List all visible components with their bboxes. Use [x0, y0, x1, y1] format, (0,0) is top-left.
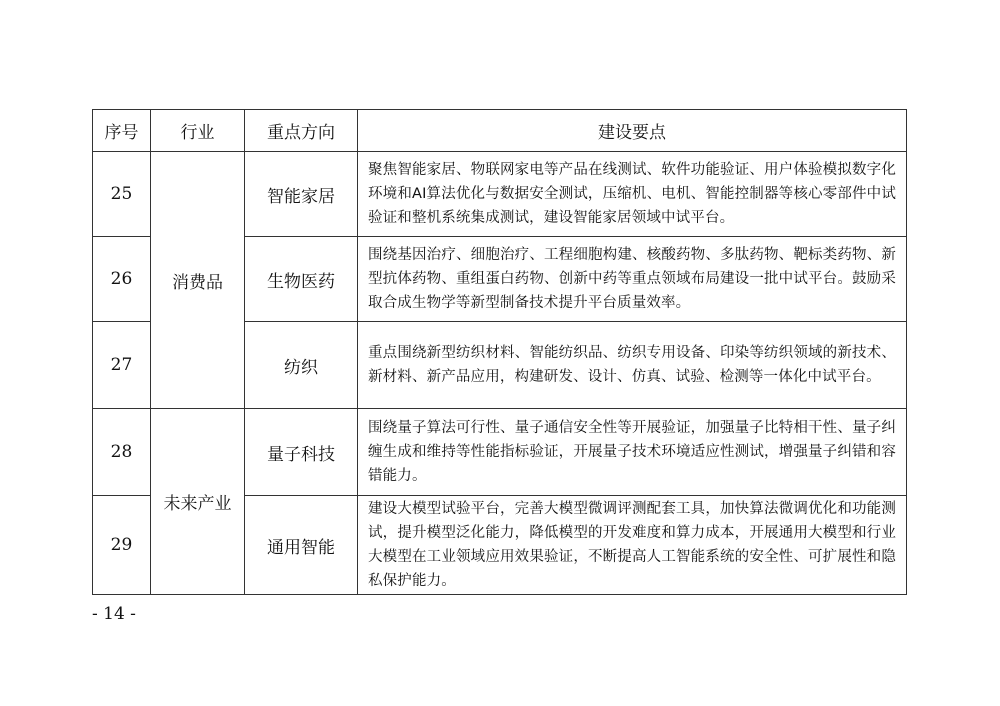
points-cell [358, 322, 907, 409]
industry-cell-future: 未来产业 [151, 409, 245, 595]
header-points: 建设要点 [358, 110, 907, 152]
direction-cell: 通用智能 [245, 496, 358, 595]
points-cell [358, 409, 907, 496]
direction-cell: 纺织 [245, 322, 358, 409]
row-num: 27 [93, 322, 151, 409]
table-row [93, 152, 907, 237]
direction-cell: 量子科技 [245, 409, 358, 496]
row-num: 28 [93, 409, 151, 496]
header-num: 序号 [93, 110, 151, 152]
points-text: 围绕基因治疗、细胞治疗、工程细胞构建、核酸药物、多肽药物、靶标类药物、新型抗体药物、重组蛋白药物、创新中药等重点领域布局建设一批中试平台。鼓励采取合成生物学等新型制备技术提升平台质量效率。 [368, 247, 896, 311]
points-text: 聚焦智能家居、物联网家电等产品在线测试、软件功能验证、用户体验模拟数字化环境和AI算法优化与数据安全测试，压缩机、电机、智能控制器等核心零部件中试验证和整机系统集成测试，建设智能家居领域中试平台。 [368, 162, 896, 226]
header-industry: 行业 [151, 110, 245, 152]
direction-cell: 智能家居 [245, 152, 358, 237]
points-cell [358, 237, 907, 322]
industry-cell-consumer: 消费品 [151, 152, 245, 409]
direction-cell: 生物医药 [245, 237, 358, 322]
row-num: 25 [93, 152, 151, 237]
points-cell [358, 152, 907, 237]
row-num: 26 [93, 237, 151, 322]
points-cell [358, 496, 907, 595]
points-text: 建设大模型试验平台，完善大模型微调评测配套工具，加快算法微调优化和功能测试，提升模型泛化能力，降低模型的开发难度和算力成本，开展通用大模型和行业大模型在工业领域应用效果验证，不断提高人工智能系统的安全性、可扩展性和隐私保护能力。 [368, 501, 896, 589]
construction-points-table [92, 109, 907, 595]
header-direction: 重点方向 [245, 110, 358, 152]
page-number: - 14 - [92, 604, 136, 624]
points-text: 围绕量子算法可行性、量子通信安全性等开展验证，加强量子比特相干性、量子纠缠生成和维持等性能指标验证，开展量子技术环境适应性测试，增强量子纠错和容错能力。 [368, 420, 896, 484]
row-num: 29 [93, 496, 151, 595]
points-text: 重点围绕新型纺织材料、智能纺织品、纺织专用设备、印染等纺织领域的新技术、新材料、新产品应用，构建研发、设计、仿真、试验、检测等一体化中试平台。 [368, 345, 896, 385]
table-header-row [93, 110, 907, 152]
table-row [93, 409, 907, 496]
